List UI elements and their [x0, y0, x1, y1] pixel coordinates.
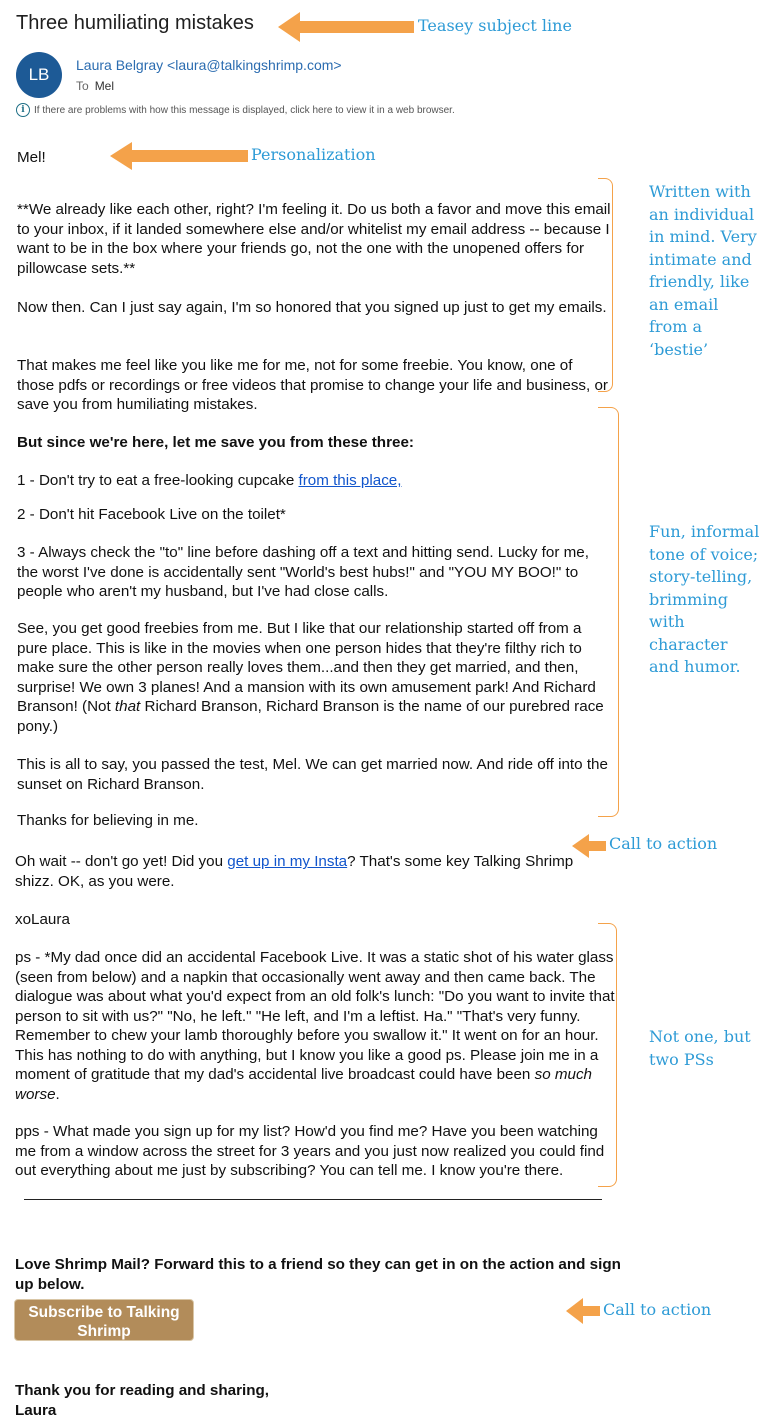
avatar-initials: LB [28, 65, 50, 84]
paragraph-test: This is all to say, you passed the test, Mel. We can get married now. And ride off into the sunset on Richard Branson. [17, 756, 608, 793]
intro-paragraph: **We already like each other, right? I'm feeling it. Do us both a favor and move this email to your inbox, if it landed somewhere else and/or whitelist my email address -- because I want to be in the box where your friends go, not the one with the unopened offers for pillowcase sets.** [17, 201, 611, 277]
bold-lead: But since we're here, let me save you from these three: [17, 434, 414, 452]
cupcake-link[interactable]: from this place, [298, 472, 402, 490]
annotation-personalization: Personalization [251, 145, 376, 164]
subscribe-button[interactable]: Subscribe to Talking Shrimp [14, 1299, 194, 1341]
display-info-bar[interactable] [16, 103, 455, 117]
list-item-3: 3 - Always check the "to" line before dashing off a text and hitting send. Lucky for me, the worst I've done is accidentally sent "World's best hubs!" and "YOU MY BOO!" to people who aren't my husband, but I've had close calls. [17, 544, 589, 601]
divider [24, 1199, 602, 1200]
bracket-intro [598, 178, 613, 392]
closing-line: Thank you for reading and sharing, [15, 1382, 269, 1400]
arrow-left-icon [566, 1298, 602, 1324]
paragraph-freebies [17, 619, 612, 736]
email-subject: Three humiliating mistakes [16, 12, 254, 34]
recipient-name[interactable]: Mel [94, 79, 115, 93]
paragraph-honored: Now then. Can I just say again, I'm so honored that you signed up just to get my emails. [17, 299, 607, 317]
to-label: To [76, 79, 89, 93]
closing [15, 1381, 415, 1421]
pps-paragraph: pps - What made you sign up for my list? How'd you find me? Have you been watching me from a window across the street for 3 years and you just now realized you could find out everything about me just by subscribing? You can tell me. I know you're there. [15, 1123, 605, 1180]
info-icon: i [16, 103, 30, 117]
insta-link[interactable]: get up in my Insta [227, 853, 348, 871]
closing-name: Laura [15, 1402, 57, 1420]
list-item-2: 2 - Don't hit Facebook Live on the toilet* [17, 506, 286, 524]
annotation-cta-subscribe: Call to action [603, 1300, 712, 1319]
freebies-text-b: Richard Branson, Richard Branson is the name of our purebred race pony.) [17, 698, 604, 735]
forward-cta: Love Shrimp Mail? Forward this to a friend so they can get in on the action and sign up below. [15, 1256, 621, 1294]
sender-name[interactable]: Laura Belgray <laura@talkingshrimp.com> [76, 57, 342, 73]
ps-text-a: ps - *My dad once did an accidental Facebook Live. It was a static shot of his water glass (seen from below) and a napkin that occasionally went away and then came back. The dialogue was about what you'd expect from an old folk's lunch: "Do you want to invite that person to sit with us?" "No, he left." "He left, and I'm a leftist. Ha." "That's very funny. Remember to chew your lamb thoroughly before you swallow it." It went on for an hour. This has nothing to do with anything, but I know you like a good ps. Please join me in a moment of gratitude that my dad's accidental live broadcast could have been [15, 949, 615, 1084]
arrow-left-icon [278, 12, 418, 42]
annotation-cta-insta: Call to action [609, 834, 718, 853]
freebies-emphasis: that [114, 698, 141, 716]
bracket-story [598, 407, 619, 817]
list-item-1-text: 1 - Don't try to eat a free-looking cupcake [17, 472, 299, 490]
bracket-ps [598, 923, 617, 1187]
greeting: Mel! [17, 149, 46, 166]
ps-text-b: . [55, 1085, 60, 1103]
insta-paragraph [15, 852, 575, 891]
ps-emphasis: so much worse [15, 1066, 592, 1103]
signoff: xoLaura [15, 911, 70, 929]
paragraph-freebie: That makes me feel like you like me for me, not for some freebie. You know, one of those pdfs or recordings or free videos that promise to change your life and business, or save you from humiliating mistakes. [17, 357, 608, 414]
ps-paragraph [15, 948, 615, 1104]
list-item-1 [17, 471, 612, 491]
recipient-line [76, 79, 114, 93]
display-info-text[interactable]: If there are problems with how this message is displayed, click here to view it in a web browser. [34, 104, 455, 116]
arrow-left-icon [572, 834, 608, 858]
arrow-left-icon [110, 142, 250, 170]
annotation-two-ps: Not one, but two PSs [649, 1027, 751, 1069]
insta-text-a: Oh wait -- don't go yet! Did you [15, 853, 228, 871]
insta-text-b: ? That's some key Talking Shrimp shizz. OK, as you were. [15, 853, 574, 890]
sender-avatar [16, 52, 62, 98]
annotation-individual: Written with an individual in mind. Very intimate and friendly, like an email from a ‘bestie’ [649, 182, 757, 359]
annotation-subject-line: Teasey subject line [418, 16, 572, 35]
freebies-text-a: See, you get good freebies from me. But I like that our relationship started off from a pure place. This is like in the movies when one person hides that they're filthy rich to make sure the other person really loves them...and then they get married, and then, surprise! We own 3 planes! And a mansion with its own amusement park! And Richard Branson! (Not [17, 620, 596, 716]
annotation-tone: Fun, informal tone of voice; story-telling, brimming with character and humor. [649, 522, 760, 676]
paragraph-thanks: Thanks for believing in me. [17, 812, 199, 830]
